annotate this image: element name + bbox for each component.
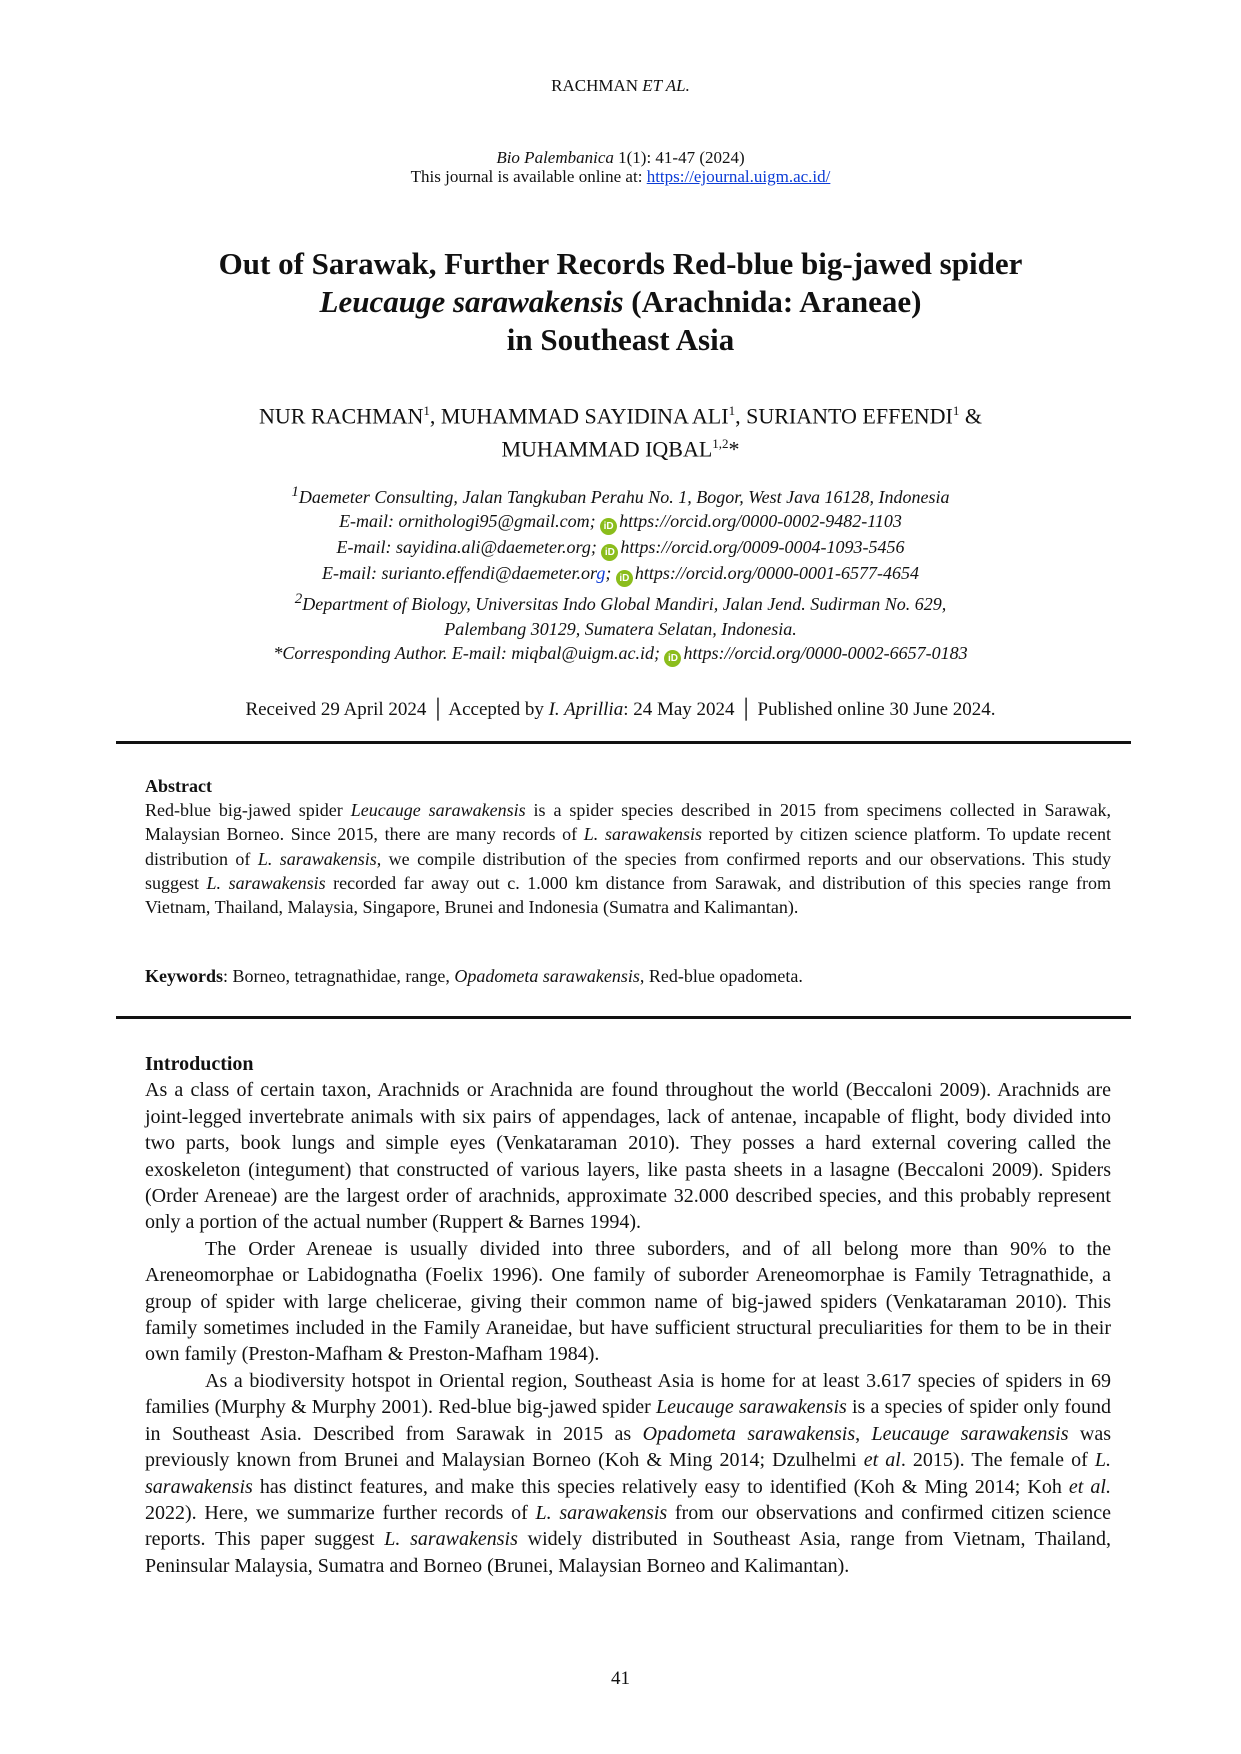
intro-etal: et al [863, 1449, 901, 1472]
date-received: Received 29 April 2024 [245, 699, 427, 720]
intro-span: 2022). Here, we summarize further records of [145, 1501, 536, 1524]
running-head [0, 76, 1241, 96]
keywords-span: , Red-blue opadometa. [639, 966, 803, 986]
abstract-heading: Abstract [145, 776, 212, 796]
intro-species: L. sarawakensis [384, 1528, 518, 1551]
date-published: Published online 30 June 2024. [757, 699, 996, 720]
abstract-species: L. sarawakensis [206, 872, 326, 893]
author-1: NUR RACHMAN [259, 403, 424, 429]
intro-span: , [855, 1422, 872, 1445]
email-3: E-mail: surianto.effendi@daemeter.or [321, 563, 597, 584]
orcid-link-4[interactable]: https://orcid.org/0000-0002-6657-0183 [683, 643, 968, 664]
title-species: Leucauge sarawakensis [319, 284, 624, 319]
date-separator: │ [426, 699, 449, 720]
affil-2-mark: 2 [294, 591, 303, 608]
keywords-span: : Borneo, tetragnathidae, range, [223, 966, 455, 986]
affiliation-2-line-2: Palembang 30129, Sumatera Selatan, Indonesia. [444, 618, 797, 639]
affiliation-2-line-1: Department of Biology, Universitas Indo Global Mandiri, Jalan Jend. Sudirman No. 629, [302, 594, 947, 615]
orcid-link-1[interactable]: https://orcid.org/0000-0002-9482-1103 [619, 511, 902, 532]
abstract-text [145, 798, 1111, 919]
title-line-2: (Arachnida: Araneae) [623, 284, 922, 319]
intro-etal: et al. [1068, 1475, 1111, 1498]
intro-species: L. sarawakensis [535, 1501, 668, 1524]
editor-name: I. Aprillia [548, 699, 624, 720]
title-line-1: Out of Sarawak, Further Records Red-blue big-jawed spider [218, 246, 1023, 281]
keywords-species: Opadometa sarawakensis [454, 966, 640, 986]
intro-paragraph-1: As a class of certain taxon, Arachnids or Arachnida are found throughout the world (Beccaloni 2009). Arachnids are joint-legged invertebrate animals with six pairs of appendages, lack of antenae, incapable of flight, body divided into two parts, book lungs and simple eyes (Venkataraman 2010). They posses a hard external covering called the exoskeleton (integument) that constructed of various layers, like pasta sheets in a lasagne (Beccaloni 2009). Spiders (Order Areneae) are the largest order of arachnids, approximate 32.000 described species, and this probably represent only a portion of the actual number (Ruppert & Barnes 1994). [145, 1079, 1111, 1234]
intro-span: from our observations and confirmed citizen science reports. This paper suggest [145, 1501, 1112, 1551]
abstract-span: reported by citizen science platform. To update recent distribution of [145, 824, 1111, 869]
intro-species: Leucauge sarawakensis [656, 1396, 847, 1419]
author-1-affil: 1 [423, 403, 430, 418]
abstract-section [145, 774, 1111, 919]
abstract-span: is a spider species described in 2015 from specimens collected in Sarawak, Malaysian Borneo. Since 2015, there are many records of [145, 800, 1111, 845]
running-head-etal: ET AL. [642, 76, 690, 95]
abstract-span: , we compile distribution of the species from confirmed reports and our observations. This study suggest [145, 848, 1112, 893]
intro-species: L. sarawakensis [145, 1449, 1111, 1498]
orcid-link-2[interactable]: https://orcid.org/0009-0004-1093-5456 [620, 537, 905, 558]
email-1: E-mail: ornithologi95@gmail.com; [339, 511, 601, 532]
introduction-heading: Introduction [145, 1053, 254, 1075]
author-2: , MUHAMMAD SAYIDINA ALI [429, 403, 729, 429]
orcid-icon: iD [616, 570, 633, 587]
journal-availability: This journal is available online at: [410, 167, 647, 186]
author-4-affil: 1,2 [712, 436, 729, 452]
email-3-sep: ; [605, 563, 616, 584]
introduction-section [145, 1051, 1111, 1579]
intro-paragraph-3 [145, 1368, 1111, 1579]
author-3-affil: 1 [952, 403, 960, 418]
author-ampersand: & [959, 403, 982, 429]
journal-name: Bio Palembanica [496, 148, 614, 167]
corresponding-mark: * [728, 436, 740, 462]
intro-span: As a biodiversity hotspot in Oriental region, Southeast Asia is home for at least 3.617 species of spiders in 69 families (Murphy & Murphy 2001). Red-blue big-jawed spider [145, 1369, 1111, 1419]
paper-title [140, 245, 1101, 359]
journal-info [0, 148, 1241, 186]
abstract-species: L. sarawakensis [583, 824, 702, 845]
author-3: , SURIANTO EFFENDI [735, 403, 953, 429]
intro-paragraph-2: The Order Areneae is usually divided into three suborders, and of all belong more than 90% to the Areneomorphae or Labidognatha (Foelix 1996). One family of suborder Areneomorphae is Family Tetragnathide, a group of spider with large chelicerae, giving their common name of big-jawed spiders (Venkataraman 2010). This family sometimes included in the Family Araneidae, but have sufficient structural preculiarities for them to be in their own family (Preston-Mafham & Preston-Mafham 1984). [145, 1237, 1111, 1366]
author-list [140, 397, 1101, 464]
affiliations [140, 480, 1101, 667]
running-head-author: RACHMAN [551, 76, 639, 95]
article-dates [140, 699, 1101, 721]
email-3-link[interactable]: g [596, 563, 606, 584]
abstract-rule [116, 1016, 1131, 1019]
accepted-prefix: Accepted by [448, 699, 549, 720]
abstract-species: L. sarawakensis [257, 848, 377, 869]
journal-citation: 1(1): 41-47 (2024) [613, 148, 745, 167]
header-rule [116, 741, 1131, 744]
journal-url-link[interactable]: https://ejournal.uigm.ac.id/ [646, 167, 831, 186]
intro-span: widely distributed in Southeast Asia, range from Vietnam, Thailand, Peninsular Malaysia, Sumatra and Borneo (Brunei, Malaysian Borneo and Kalimantan). [145, 1528, 1112, 1577]
intro-span: is a species of spider only found in Southeast Asia. Described from Sarawak in 2015 as [145, 1396, 1111, 1445]
intro-species: Opadometa sarawakensis [642, 1422, 856, 1445]
intro-span: has distinct features, and make this species relatively easy to identified (Koh & Ming 2014; Koh [252, 1475, 1069, 1498]
intro-span: . 2015). The female of [900, 1449, 1095, 1472]
abstract-species: Leucauge sarawakensis [350, 800, 526, 821]
email-2: E-mail: sayidina.ali@daemeter.org; [336, 537, 602, 558]
author-2-affil: 1 [728, 403, 736, 418]
orcid-icon: iD [664, 650, 681, 667]
abstract-span: Red-blue big-jawed spider [145, 800, 351, 821]
orcid-icon: iD [601, 544, 618, 561]
intro-species: Leucauge sarawakensis [871, 1422, 1069, 1445]
date-separator: │ [734, 699, 758, 720]
orcid-icon: iD [600, 518, 617, 535]
title-line-3: in Southeast Asia [506, 322, 735, 357]
author-4: MUHAMMAD IQBAL [501, 436, 713, 462]
page-number: 41 [611, 1668, 630, 1689]
intro-span: was previously known from Brunei and Malaysian Borneo (Koh & Ming 2014; Dzulhelmi [145, 1422, 1111, 1472]
affiliation-1: Daemeter Consulting, Jalan Tangkuban Perahu No. 1, Bogor, West Java 16128, Indonesia [298, 487, 950, 507]
orcid-link-3[interactable]: https://orcid.org/0000-0001-6577-4654 [634, 563, 919, 584]
date-accepted: : 24 May 2024 [623, 699, 735, 720]
abstract-span: recorded far away out c. 1.000 km distance from Sarawak, and distribution of this species range from Vietnam, Thailand, Malaysia, Singapore, Brunei and Indonesia (Sumatra and Kalimantan). [145, 872, 1112, 918]
keywords-section [145, 964, 1111, 988]
corresponding-author: *Corresponding Author. E-mail: miqbal@uigm.ac.id; [273, 643, 665, 664]
keywords-label: Keywords [145, 966, 223, 986]
affil-1-mark: 1 [291, 484, 299, 500]
